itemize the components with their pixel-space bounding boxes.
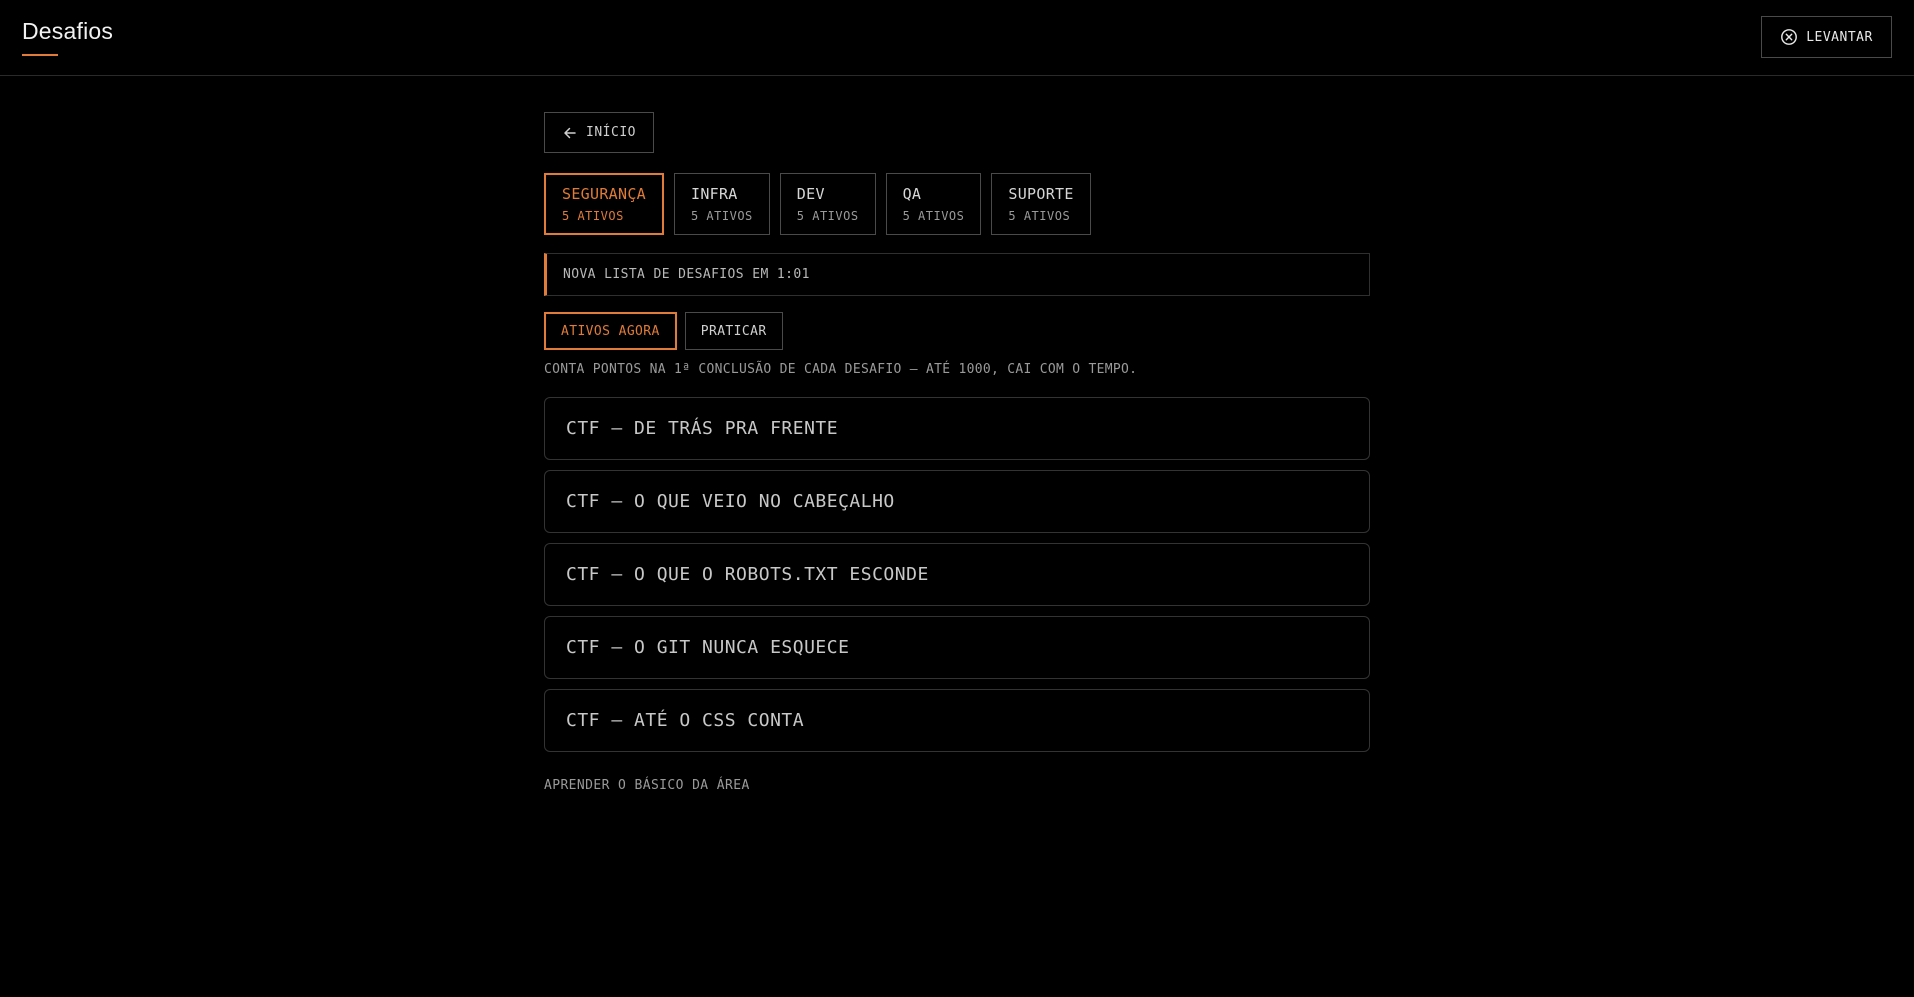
levantar-label: LEVANTAR [1806, 29, 1873, 45]
back-button[interactable] [544, 112, 654, 153]
challenge-item[interactable]: CTF — ATÉ O CSS CONTA [544, 689, 1370, 752]
area-tabs [544, 173, 1370, 235]
area-name: SEGURANÇA [562, 185, 646, 203]
tab-qa[interactable] [886, 173, 982, 235]
scoring-hint: CONTA PONTOS NA 1ª CONCLUSÃO DE CADA DESAFIO — ATÉ 1000, CAI COM O TEMPO. [544, 362, 1138, 377]
area-count: 5 ATIVOS [690, 209, 753, 223]
back-label: INÍCIO [586, 125, 636, 140]
challenge-item[interactable]: CTF — O QUE VEIO NO CABEÇALHO [544, 470, 1370, 533]
tab-suporte[interactable] [991, 173, 1090, 235]
notice-text: NOVA LISTA DE DESAFIOS EM 1:01 [563, 267, 810, 282]
challenge-item[interactable]: CTF — DE TRÁS PRA FRENTE [544, 397, 1370, 460]
challenge-item[interactable]: CTF — O QUE O ROBOTS.TXT ESCONDE [544, 543, 1370, 606]
page-title: Desafios [22, 18, 114, 44]
area-count: 5 ATIVOS [562, 209, 624, 223]
learn-basics-link[interactable]: APRENDER O BÁSICO DA ÁREA [544, 778, 750, 793]
area-name: QA [902, 185, 922, 203]
mode-practice-button[interactable]: PRATICAR [685, 312, 783, 350]
arrow-left-icon [562, 125, 578, 141]
app-header [0, 0, 1914, 76]
area-name: INFRA [690, 185, 738, 203]
title-underline [22, 54, 58, 56]
area-count: 5 ATIVOS [1008, 209, 1071, 223]
circle-x-icon [1780, 28, 1798, 46]
area-count: 5 ATIVOS [902, 209, 965, 223]
mode-toggle [544, 312, 1370, 350]
levantar-button[interactable] [1761, 16, 1892, 58]
tab-infra[interactable] [674, 173, 770, 235]
tab-seguranca[interactable] [544, 173, 664, 235]
area-name: SUPORTE [1008, 185, 1074, 203]
tab-dev[interactable] [780, 173, 876, 235]
mode-active-now-button[interactable]: ATIVOS AGORA [544, 312, 677, 350]
refresh-notice [544, 253, 1370, 296]
challenge-item[interactable]: CTF — O GIT NUNCA ESQUECE [544, 616, 1370, 679]
main-content [544, 112, 1370, 793]
area-count: 5 ATIVOS [796, 209, 859, 223]
area-name: DEV [796, 185, 825, 203]
challenge-list [544, 397, 1370, 752]
